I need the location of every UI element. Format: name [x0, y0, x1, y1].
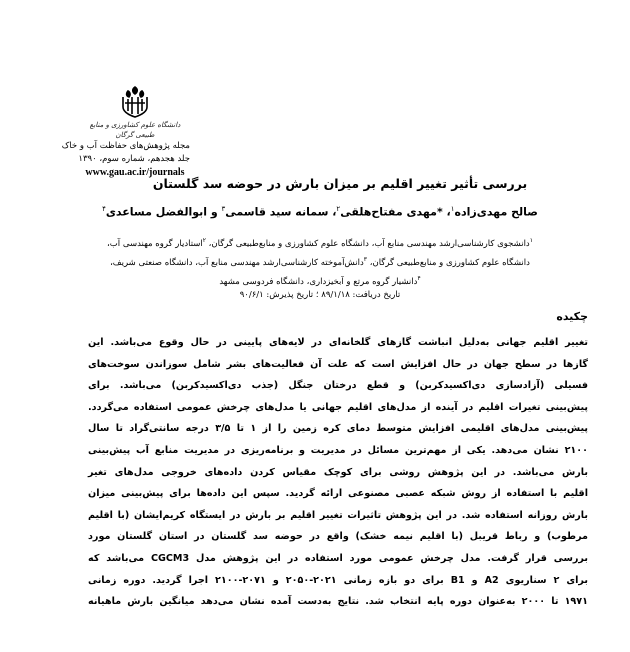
abstract-line: فسیلی (آزادسازی دی‌اکسیدکربن) و قطع درختان جنگل (جذب دی‌اکسیدکربن) می‌باشد. برای [88, 380, 588, 392]
author-list [100, 205, 540, 219]
affiliation-text: دانشگاه علوم کشاورزی و منابع‌طبیعی گرگان، [367, 257, 530, 268]
author-affiliation-mark: ۳ [221, 205, 226, 213]
abstract-line: تغییر اقلیم جهانی به‌دلیل انباشت گازهای گلخانه‌ای در لایه‌های پایینی در حال وقوع می‌باشد. این [88, 337, 588, 348]
author-affiliation-mark: ۱ [450, 205, 455, 213]
journal-name: مجله پژوهش‌های حفاظت آب و خاک [61, 141, 190, 151]
abstract-line: پیش‌بینی تغیرات اقلیم در آینده از مدل‌های اقلیم جهانی یا مدل‌های چرخش عمومی استفاده می‌گردد. [88, 401, 588, 413]
abstract-line: بارش می‌باشد. در این پژوهش روشی برای کوچک مقیاس کردن داده‌های خروجی مدل‌های تغیر [88, 466, 588, 478]
affiliation-line [100, 252, 540, 271]
affiliation-mark: ۴ [417, 274, 421, 282]
abstract-line: اقلیم با استفاده از روش شبکه عصبی مصنوعی ارائه گردید. سپس این داده‌ها برای پیش‌بینی میزان [88, 488, 588, 500]
affiliation-mark: ۲ [202, 237, 206, 244]
author-separator: ، [328, 205, 337, 219]
abstract-body [88, 332, 588, 613]
author-name: صالح مهدی‌زاده [454, 205, 538, 219]
author-name: ابوالفضل مساعدی [105, 205, 208, 219]
affiliation-mark: ۳ [363, 255, 368, 263]
abstract-line: بارش روزانه استفاده شد. در این پژوهش تاثیرات تغییر اقلیم بر بارش در ایستگاه کریم‌ایشان (با اقلیم [88, 509, 588, 521]
journal-masthead [61, 85, 190, 179]
author-affiliations [100, 233, 540, 289]
author-name: *مهدی مفتاح‌هلقی [340, 205, 443, 219]
abstract-line: ۲۱۰۰ نشان می‌دهد. یکی از مهم‌ترین مسائل در مدیریت و برنامه‌ریزی در مدیریت منابع آب پیش‌بینی [88, 444, 588, 456]
received-accepted-dates: تاریخ دریافت: ۸۹/۱/۱۸ ؛ تاریخ پذیرش: ۹۰/۶/۱ [239, 290, 401, 300]
author-name: سمانه سید قاسمی [225, 205, 329, 219]
affiliation-text: دانش‌آموخته کارشناسی‌ارشد مهندسی منابع آب، دانشگاه صنعتی شریف، [110, 257, 364, 268]
abstract-line: برای ۲ سناریوی A2 و B1 برای دو بازه زمانی ۲۰۲۱-۲۰۵۰ و ۲۰۷۱-۲۱۰۰ اجرا گردید. دوره زمانی [88, 574, 588, 586]
university-name: دانشگاه علوم کشاورزی و منابع طبیعی گرگان [89, 121, 181, 139]
abstract-line: بررسی قرار گرفت. مدل چرخش عمومی مورد استفاده در این پژوهش مدل CGCM3 می‌باشد که [88, 552, 588, 564]
abstract-line: مرطوب) و رباط قریبل (با اقلیم نیمه خشک) واقع در حوضه سد گلستان در استان گلستان مورد [88, 531, 588, 543]
author-affiliation-mark: ۲ [336, 205, 341, 213]
journal-volume-issue: جلد هجدهم، شماره سوم، ۱۳۹۰ [78, 154, 190, 164]
journal-url-link[interactable]: www.gau.ac.ir/journals [85, 167, 185, 178]
article-title: بررسی تأثیر تغییر اقلیم بر میزان بارش در حوضه سد گلستان [152, 176, 528, 191]
abstract-line: ۱۹۷۱ تا ۲۰۰۰ به‌عنوان دوره پایه انتخاب شد. نتایج به‌دست آمده نشان می‌دهد میانگین بارش ماهیانه [88, 596, 588, 608]
author-separator: و [207, 205, 222, 219]
abstract-line: پیش‌بینی مدل‌های اقلیمی افزایش متوسط دمای کره زمین را از ۱ تا ۳/۵ درجه سانتی‌گراد تا سال [88, 423, 589, 435]
affiliation-line [100, 233, 540, 252]
abstract-heading: چکیده [556, 310, 588, 323]
affiliation-text: دانشجوی کارشناسی‌ارشد مهندسی منابع آب، دانشگاه علوم کشاورزی و منابع‌طبیعی گرگان، [205, 238, 530, 249]
affiliation-text: استادیار گروه مهندسی آب، [107, 238, 203, 249]
affiliation-mark: ۱ [529, 237, 533, 244]
abstract-line: گازها در سطح جهان در حال افزایش است که علت آن فعالیت‌های بشر شامل سوزاندن سوخت‌های [88, 358, 588, 370]
university-logo-icon [119, 85, 151, 119]
author-separator: ، [442, 205, 451, 219]
affiliation-line [100, 271, 540, 290]
author-affiliation-mark: ۴ [102, 205, 106, 213]
affiliation-text: دانشیار گروه مرتع و آبخیزداری، دانشگاه فردوسی مشهد [219, 276, 418, 287]
